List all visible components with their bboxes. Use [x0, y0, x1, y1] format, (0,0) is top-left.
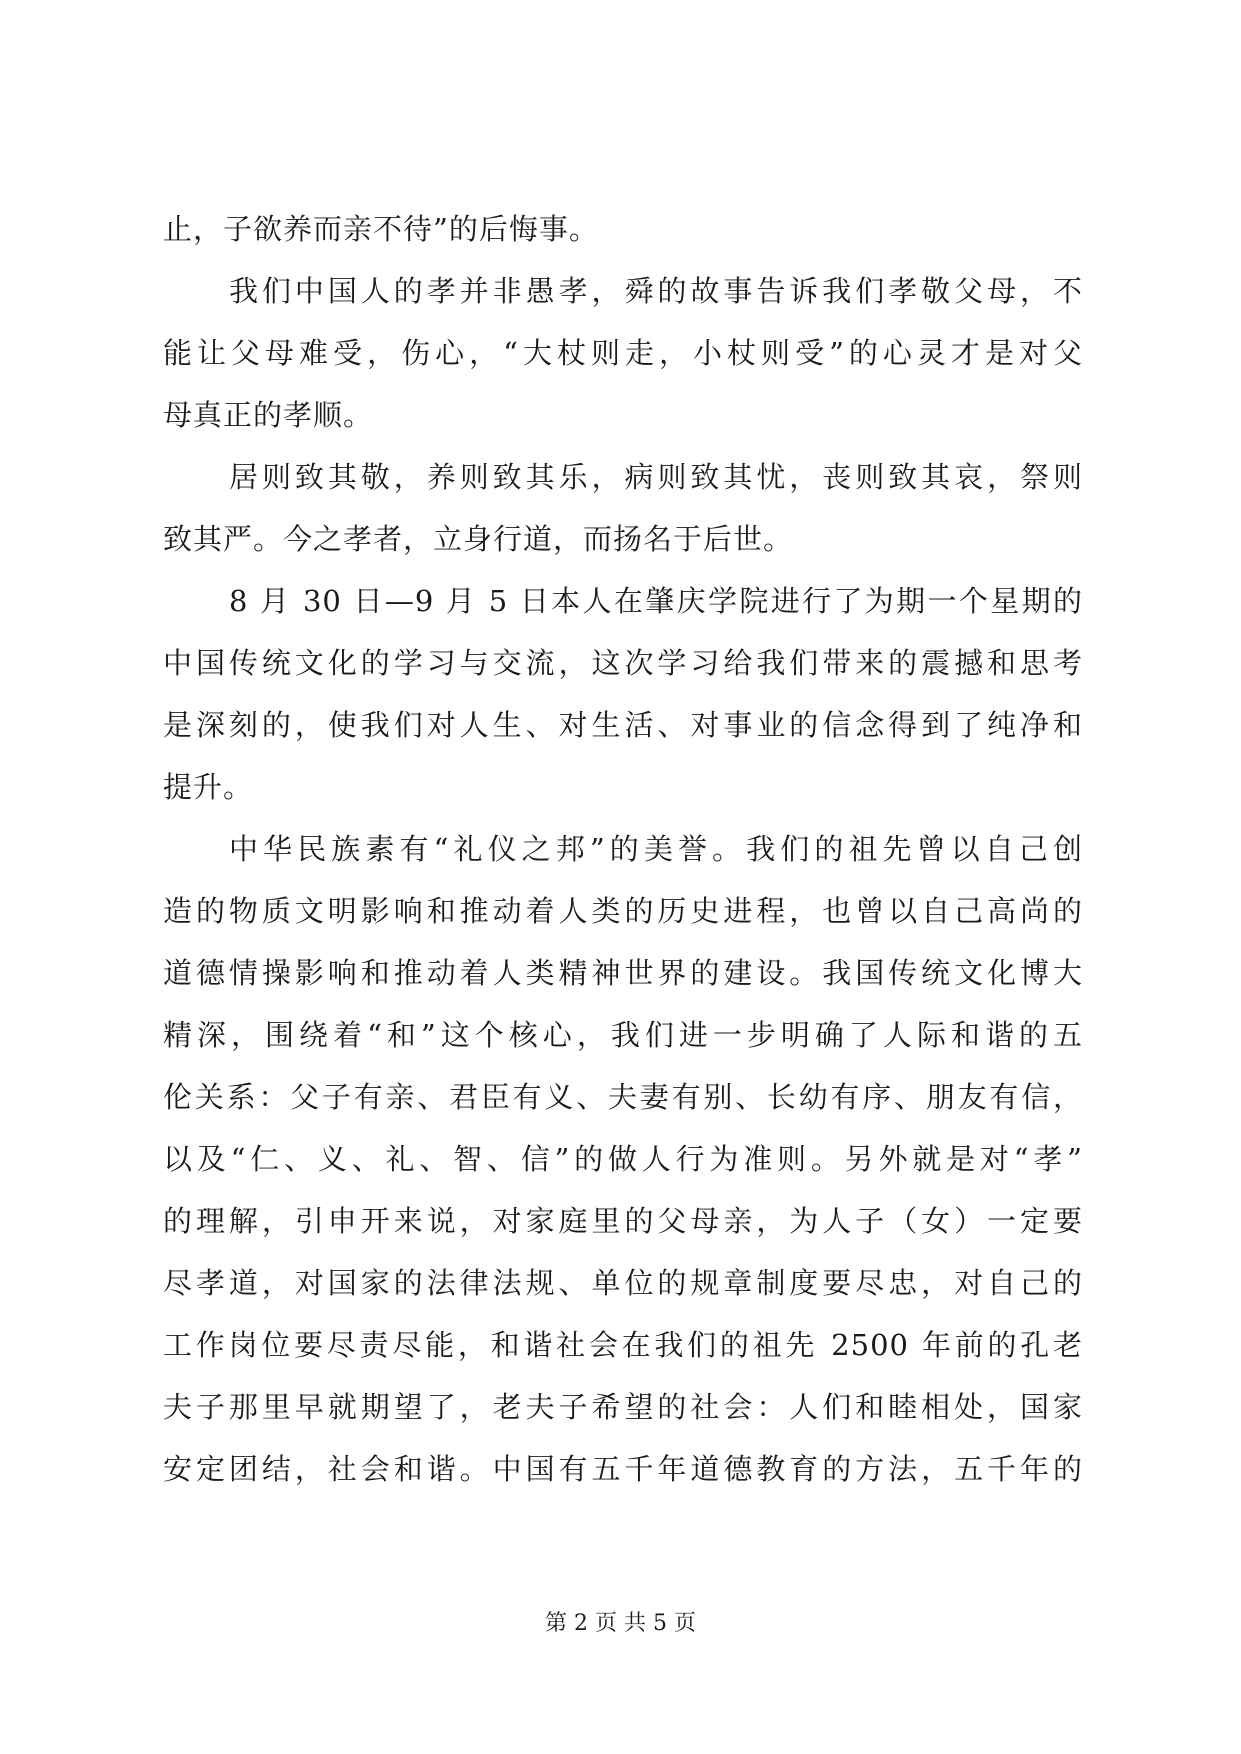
text-line: 致其严。今之孝者，立身行道，而扬名于后世。 — [163, 522, 794, 556]
text-line: 造的物质文明影响和推动着人类的历史进程，也曾以自己高尚的 — [163, 894, 1083, 928]
text-line: 能让父母难受，伤心，“大杖则走，小杖则受”的心灵才是对父 — [163, 336, 1083, 370]
text-line: 尽孝道，对国家的法律法规、单位的规章制度要尽忠，对自己的 — [163, 1266, 1083, 1300]
text-line: 工作岗位要尽责尽能，和谐社会在我们的祖先 2500 年前的孔老 — [163, 1328, 1083, 1362]
text-line: 提升。 — [163, 770, 254, 804]
text-line: 中国传统文化的学习与交流，这次学习给我们带来的震撼和思考 — [163, 646, 1083, 680]
text-line: 我们中国人的孝并非愚孝，舜的故事告诉我们孝敬父母，不 — [229, 274, 1083, 308]
page-number-footer: 第 2 页 共 5 页 — [545, 1611, 696, 1636]
text-line: 道德情操影响和推动着人类精神世界的建设。我国传统文化博大 — [163, 956, 1083, 990]
text-line: 中华民族素有“礼仪之邦”的美誉。我们的祖先曾以自己创 — [229, 832, 1083, 866]
text-line: 夫子那里早就期望了，老夫子希望的社会：人们和睦相处，国家 — [163, 1390, 1083, 1424]
paragraph — [163, 198, 1083, 260]
paragraph — [163, 446, 1083, 570]
text-line: 居则致其敬，养则致其乐，病则致其忧，丧则致其哀，祭则 — [229, 460, 1083, 494]
text-line: 安定团结，社会和谐。中国有五千年道德教育的方法，五千年的 — [163, 1452, 1083, 1486]
text-line: 母真正的孝顺。 — [163, 398, 374, 432]
paragraph — [163, 260, 1083, 446]
paragraph — [163, 818, 1083, 1500]
text-line: 止，子欲养而亲不待”的后悔事。 — [163, 212, 599, 246]
text-line: 是深刻的，使我们对人生、对生活、对事业的信念得到了纯净和 — [163, 708, 1083, 742]
text-line: 伦关系：父子有亲、君臣有义、夫妻有别、长幼有序、朋友有信， — [163, 1080, 1083, 1114]
text-line: 以及“仁、义、礼、智、信”的做人行为准则。另外就是对“孝” — [163, 1142, 1083, 1176]
text-line: 8 月 30 日—9 月 5 日本人在肇庆学院进行了为期一个星期的 — [229, 584, 1083, 618]
text-line: 精深，围绕着“和”这个核心，我们进一步明确了人际和谐的五 — [163, 1018, 1083, 1052]
paragraph — [163, 570, 1083, 818]
text-line: 的理解，引申开来说，对家庭里的父母亲，为人子（女）一定要 — [163, 1204, 1083, 1238]
document-body — [163, 198, 1083, 1500]
